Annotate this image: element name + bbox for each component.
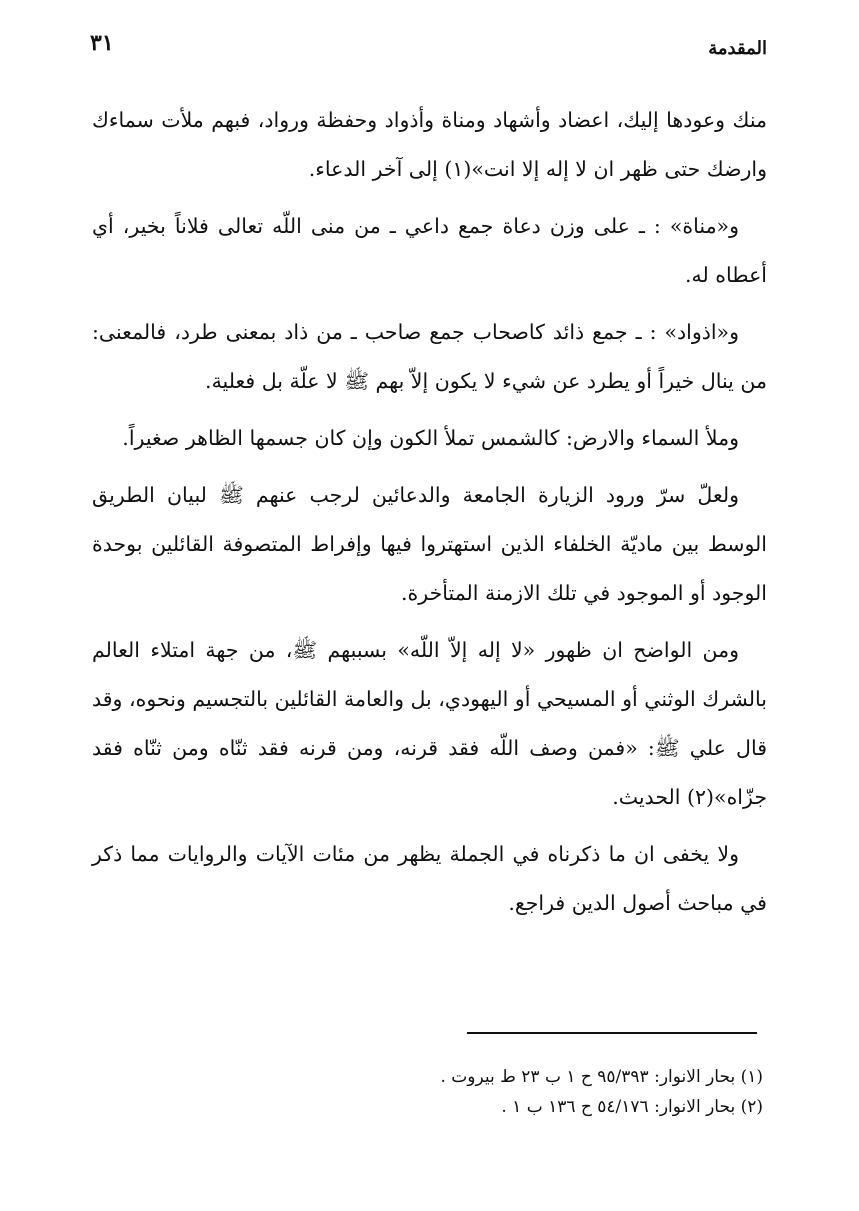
footnote: (٢) بحار الانوار: ٥٤/١٧٦ ح ١٣٦ ب ١ . bbox=[501, 1097, 763, 1117]
paragraph: ولعلّ سرّ ورود الزيارة الجامعة والدعائين لرجب عنهم ﷺ لبيان الطريق الوسط بين ماديّة الخلفاء الذين استهتروا فيها وإفراط المتصوفة القائلين بوحدة الوجود أو الموجود في تلك الازمنة المتأخرة. bbox=[92, 483, 767, 605]
paragraph: وملأ السماء والارض: كالشمس تملأ الكون وإن كان جسمها الظاهر صغيراً. bbox=[122, 426, 739, 450]
paragraph: ولا يخفى ان ما ذكرناه في الجملة يظهر من مئات الآيات والروايات مما ذكر في مباحث أصول الدين فراجع. bbox=[92, 842, 767, 915]
footnote: (١) بحار الانوار: ٩٥/٣٩٣ ح ١ ب ٢٣ ط بيروت . bbox=[440, 1067, 763, 1087]
running-header: المقدمة bbox=[708, 38, 767, 59]
paragraph: منك وعودها إليك، اعضاد وأشهاد ومناة وأذواد وحفظة ورواد، فبهم ملأت سماءك وارضك حتى ظهر ان لا إله إلا انت»(١) إلى آخر الدعاء. bbox=[92, 108, 767, 181]
body-text bbox=[92, 96, 767, 936]
footnote-divider bbox=[467, 1032, 757, 1034]
paragraph: و«مناة» : ـ على وزن دعاة جمع داعي ـ من منى اللّه تعالى فلاناً بخير، أي أعطاه له. bbox=[92, 214, 767, 287]
page-number: ٣١ bbox=[90, 30, 114, 56]
paragraph: ومن الواضح ان ظهور «لا إله إلاّ اللّه» بسببهم ﷺ، من جهة امتلاء العالم بالشرك الوثني أو المسيحي أو اليهودي، بل والعامة القائلين بالتجسيم ونحوه، وقد قال علي ﷺ: «فمن وصف اللّه فقد قرنه، ومن قرنه فقد ثنّاه ومن ثنّاه فقد جزّاه»(٢) الحديث. bbox=[92, 638, 767, 809]
paragraph: و«اذواد» : ـ جمع ذائد كاصحاب جمع صاحب ـ من ذاد بمعنى طرد، فالمعنى: من ينال خيراً أو يطرد عن شيء لا يكون إلاّ بهم ﷺ لا علّة بل فعلية. bbox=[92, 320, 767, 393]
footnotes bbox=[441, 1062, 764, 1122]
